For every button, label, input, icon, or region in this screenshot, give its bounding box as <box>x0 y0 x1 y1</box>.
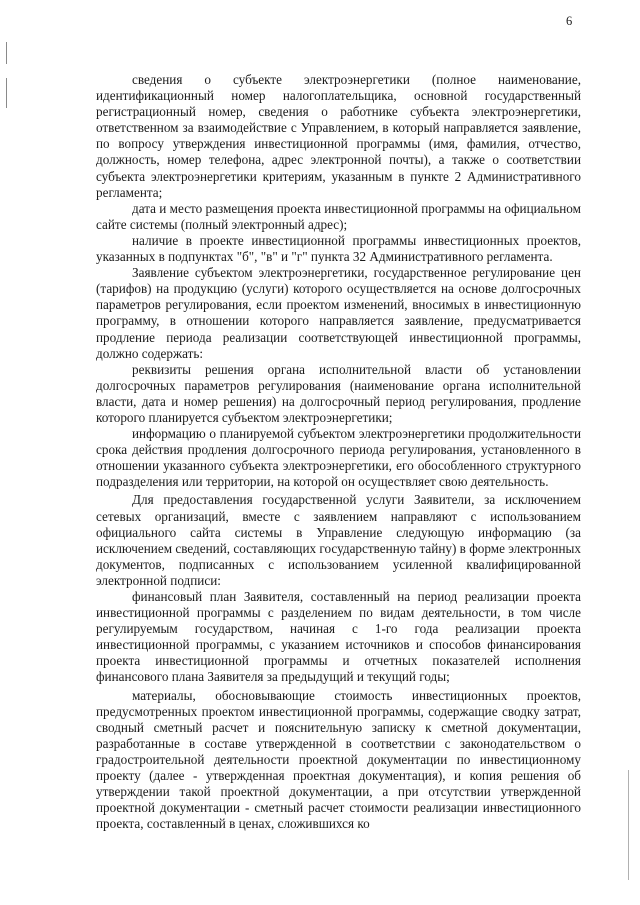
paragraph: финансовый план Заявителя, составленный на период реализации проекта инвестиционной программы с разделением по видам деятельности, в том числе регулируемым государством, начиная с 1-го года реализации проекта инвестиционной программы, с указанием источников и способов финансирования проекта инвестиционной программы и отчетных показателей исполнения финансового плана Заявителя за предыдущий и текущий годы; <box>96 589 581 685</box>
paragraph: сведения о субъекте электроэнергетики (полное наименование, идентификационный номер налогоплательщика, основной государственный регистрационный номер, сведения о работнике субъекта электроэнергетики, ответственном за взаимодействие с Управлением, в который направляется заявление, по вопросу утверждения инвестиционной программы (имя, фамилия, отчество, должность, номер телефона, адрес электронной почты), а также о соответствии субъекта электроэнергетики критериям, указанным в пункте 2 Административного регламента; <box>96 72 581 200</box>
paragraph: Для предоставления государственной услуги Заявители, за исключением сетевых организаций, вместе с заявлением направляют с использованием официального сайта системы в Управление следующую информацию (за исключением сведений, составляющих государственную тайну) в форме электронных документов, подписанных с использованием усиленной квалифицированной электронной подписи: <box>96 492 581 588</box>
paragraph: реквизиты решения органа исполнительной власти об установлении долгосрочных параметров регулирования (наименование органа исполнительной власти, дата и номер решения) на долгосрочный период регулирования, продление которого планируется субъектом электроэнергетики; <box>96 361 581 425</box>
scan-artifact-right <box>628 770 629 880</box>
paragraph: информацию о планируемой субъектом электроэнергетики продолжительности срока действия продления долгосрочного периода регулирования, установленного в отношении указанного субъекта электроэнергетики, его обособленного структурного подразделения или территории, на которой он осуществляет свою деятельность. <box>96 426 581 490</box>
document-body <box>96 72 581 832</box>
paragraph: наличие в проекте инвестиционной программы инвестиционных проектов, указанных в подпунктах "б", "в" и "г" пункта 32 Административного регламента. <box>96 232 581 265</box>
scan-artifact-left <box>6 78 7 108</box>
page-number: 6 <box>566 14 573 28</box>
scan-artifact-left <box>6 42 7 64</box>
paragraph: дата и место размещения проекта инвестиционной программы на официальном сайте системы (полный электронный адрес); <box>96 200 581 232</box>
paragraph: Заявление субъектом электроэнергетики, государственное регулирование цен (тарифов) на продукцию (услуги) которого осуществляется на основе долгосрочных параметров регулирования, если проектом изменений, вносимых в инвестиционную программу, в отношении которого направляется заявление, предусматривается продление периода реализации соответствующей инвестиционной программы, должно содержать: <box>96 265 581 361</box>
paragraph: материалы, обосновывающие стоимость инвестиционных проектов, предусмотренных проектом инвестиционной программы, содержащие сводку затрат, сводный сметный расчет и пояснительную записку к сметной документации, разработанные в составе утвержденной в соответствии с законодательством о градостроительной деятельности проектной документации по инвестиционному проекту (далее - утвержденная проектная документация), и копия решения об утверждении такой проектной документации, а при отсутствии утвержденной проектной документации - сметный расчет стоимости реализации инвестиционного проекта, составленный в ценах, сложившихся ко <box>96 687 581 832</box>
